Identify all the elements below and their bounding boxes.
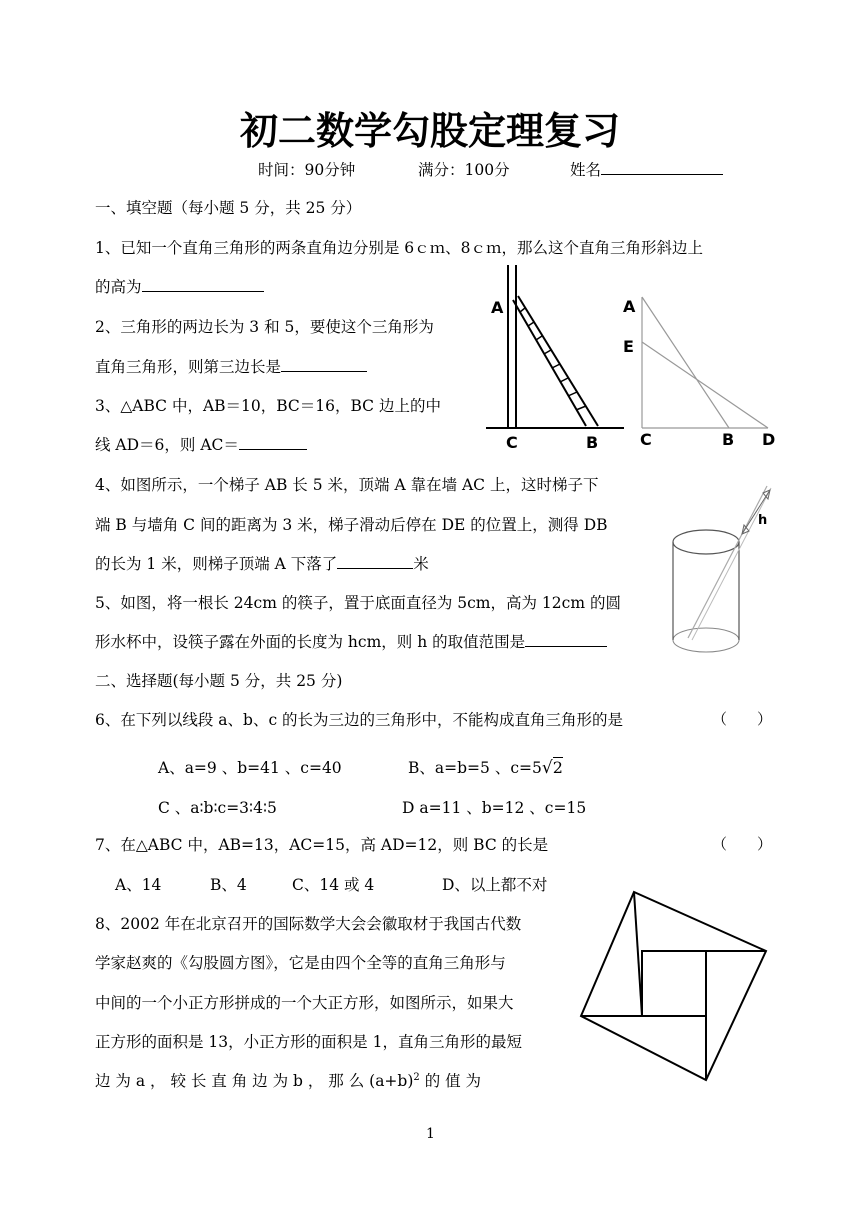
name-label: 姓名 [570,161,602,179]
ladder2-label-d: D [762,430,776,449]
q5-line2 [95,630,607,652]
ladder2-label-b: B [722,430,735,449]
name-blank[interactable] [601,160,723,175]
q2-line1: 2、三角形的两边长为 3 和 5，要使这个三角形为 [95,318,434,336]
exam-full-score: 满分：100分 [418,161,510,179]
q1-answer-blank[interactable] [142,277,264,292]
q6-answer-paren[interactable]: （ ） [712,710,773,728]
chopstick-edge [692,488,771,640]
q4-line3 [95,552,429,574]
page-title: 初二数学勾股定理复习 [239,109,620,153]
student-name-field [570,158,723,180]
ladder2-label-a: A [623,297,636,316]
q6-stem: 6、在下列以线段 a、b、c 的长为三边的三角形中，不能构成直角三角形的是 [95,711,624,729]
sliding-ladder-figure [616,292,786,454]
q1-text: 的高为 [95,278,142,296]
q4-answer-blank[interactable] [337,554,413,569]
ladder2-label-e: E [623,337,634,356]
q8-line5-text: 边 为 a ， 较 长 直 角 边 为 b ， 那 么 (a+b) [95,1072,414,1090]
q6-option-b-radicand: 2 [552,758,563,777]
large-square [581,892,766,1080]
cylinder-figure [666,480,782,666]
q8-line5 [95,1069,481,1091]
exam-time: 时间：90分钟 [258,161,356,179]
q8-line2: 学家赵爽的《勾股圆方图》，它是由四个全等的直角三角形与 [95,954,506,972]
q7-option-b: B、4 [210,876,247,894]
q5-text: 形水杯中，设筷子露在外面的长度为 hcm，则 h 的取值范围是 [95,633,526,651]
q6-option-d: D a=11 、b=12 、c=15 [402,799,587,817]
cylinder-bottom [673,628,739,652]
triangle-edge-1 [634,892,642,1016]
page-number: 1 [426,1126,435,1142]
q1-line2 [95,275,264,297]
q8-line4: 正方形的面积是 13，小正方形的面积是 1，直角三角形的最短 [95,1033,522,1051]
ladder-rungs [520,308,586,410]
q7-option-d: D、以上都不对 [442,876,548,894]
q3-line1: 3、△ABC 中，AB＝10，BC＝16，BC 边上的中 [95,397,441,415]
q6-option-b-text: B、a=b=5 、c= [408,759,532,777]
q6-option-a: A、a=9 、b=41 、c=40 [158,759,342,777]
chopstick [688,486,767,638]
q2-line2 [95,355,367,377]
q4-unit: 米 [413,555,429,573]
ladder-de [642,342,768,428]
cylinder-top [673,530,739,554]
q7-answer-paren[interactable]: （ ） [712,835,773,853]
ladder-ab [642,297,729,428]
q2-text: 直角三角形，则第三边长是 [95,358,282,376]
q7-option-a: A、14 [115,876,162,894]
q8-line1: 8、2002 年在北京召开的国际数学大会会徽取材于我国古代数 [95,915,522,933]
q3-text: 线 AD＝6，则 AC＝ [95,436,239,454]
q4-line2: 端 B 与墙角 C 间的距离为 3 米，梯子滑动后停在 DE 的位置上，测得 DB [95,516,608,534]
q4-line1: 4、如图所示，一个梯子 AB 长 5 米，顶端 A 靠在墙 AC 上，这时梯子下 [95,476,599,494]
q5-line1: 5、如图，将一根长 24cm 的筷子，置于底面直径为 5cm，高为 12cm 的圆 [95,594,621,612]
q3-line2 [95,433,307,455]
ladder-rail-left [513,300,586,426]
section-fill-in-heading: 一、填空题（每小题 5 分，共 25 分） [95,199,362,217]
ladder1-label-c: C [506,433,518,452]
ladder1-label-a: A [491,298,504,317]
q8-exponent: 2 [413,1071,420,1083]
ladder2-label-c: C [640,430,652,449]
sqrt-symbol-icon: √ [541,758,553,778]
q7-option-c: C、14 或 4 [292,876,375,894]
q8-line3: 中间的一个小正方形拼成的一个大正方形，如图所示，如果大 [95,994,514,1012]
ladder1-label-b: B [586,433,599,452]
small-square [642,951,706,1016]
ladder-figure [484,262,634,454]
q6-option-c: C 、a∶b∶c=3∶4∶5 [158,799,277,817]
section-choice-heading: 二、选择题(每小题 5 分，共 25 分) [95,672,343,690]
q1-line1: 1、已知一个直角三角形的两条直角边分别是 6ｃｍ、8ｃｍ，那么这个直角三角形斜边上 [95,239,704,257]
zhao-shuang-diagram [576,888,770,1084]
q7-stem: 7、在△ABC 中，AB=13，AC=15，高 AD=12，则 BC 的长是 [95,836,549,854]
q2-answer-blank[interactable] [281,357,367,372]
q3-answer-blank[interactable] [239,435,307,450]
q5-answer-blank[interactable] [525,632,607,647]
q8-line5-tail: 的 值 为 [419,1072,482,1090]
q6-option-b-coef: 5 [532,759,542,777]
q6-option-b [408,756,563,778]
q4-text: 的长为 1 米，则梯子顶端 A 下落了 [95,555,338,573]
cylinder-label-h: h [758,513,768,528]
